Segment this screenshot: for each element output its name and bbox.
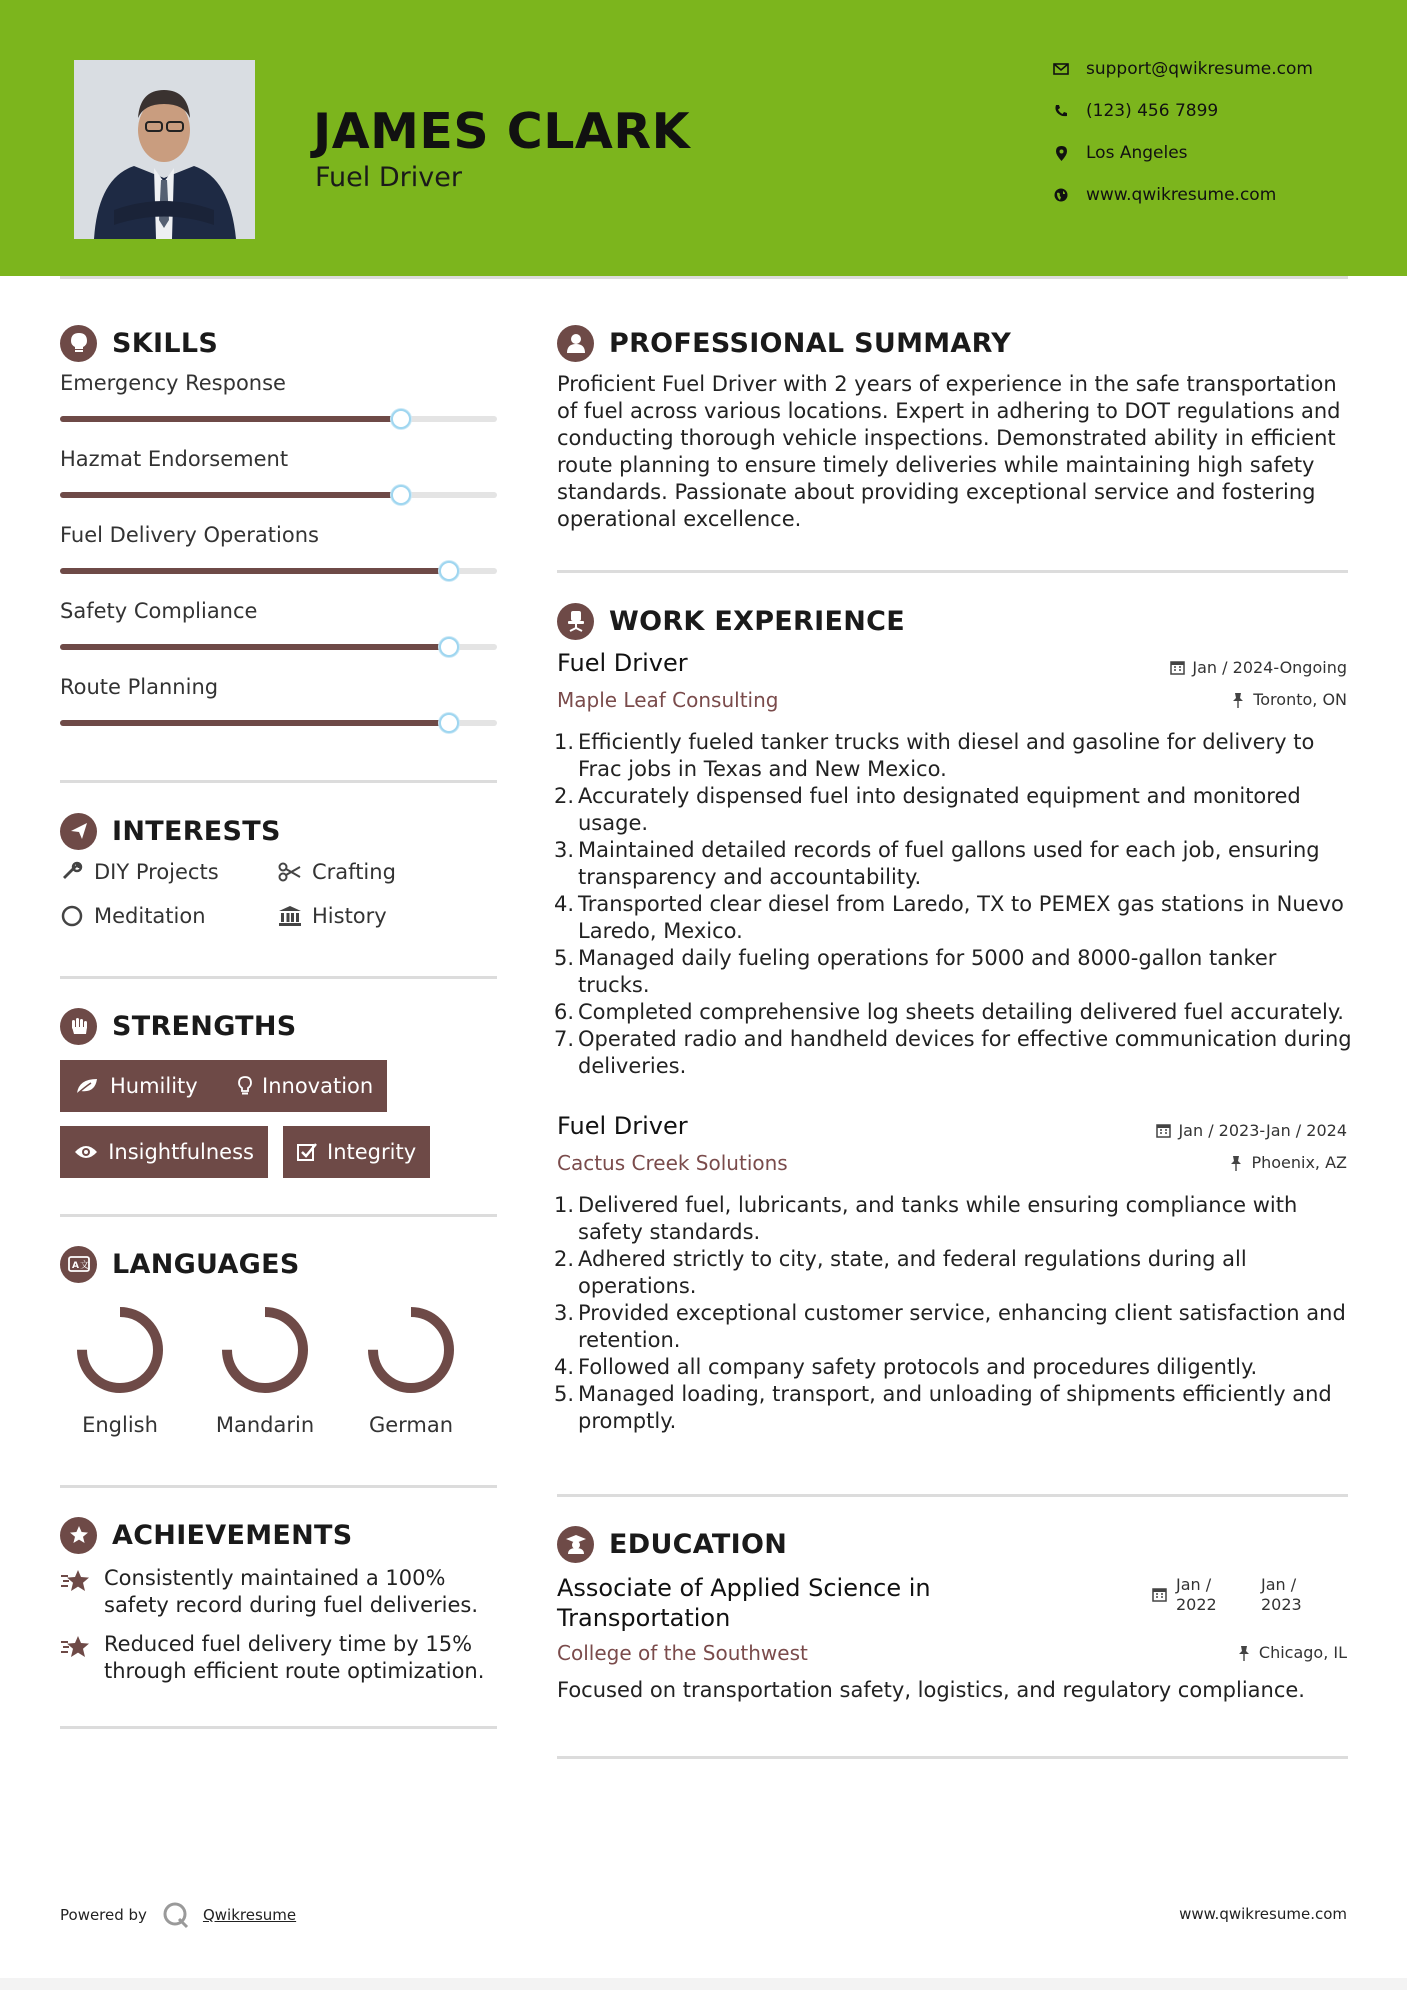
education-dates: Jan / 2022 Jan / 2023 xyxy=(1150,1575,1302,1615)
skill-bar-knob xyxy=(439,561,459,581)
graduate-icon xyxy=(557,1526,594,1563)
skill-bar xyxy=(60,416,497,422)
language-name: German xyxy=(368,1413,454,1437)
language-ring xyxy=(45,1300,195,1404)
job-company: Maple Leaf Consulting xyxy=(557,688,779,712)
education-divider xyxy=(557,1756,1348,1759)
skill-bar-knob xyxy=(391,409,411,429)
language-icon xyxy=(60,1246,97,1283)
list-item: 6. Completed comprehensive log sheets detailing delivered fuel accurately. xyxy=(553,1000,1344,1024)
qwikresume-logo-icon xyxy=(161,1900,191,1930)
bottom-band xyxy=(0,1978,1407,1990)
contact-location xyxy=(1050,140,1370,166)
eye-icon xyxy=(74,1141,98,1163)
strength-tag: Humility xyxy=(60,1060,224,1112)
language-level-arc xyxy=(82,1312,158,1388)
paper-plane-icon xyxy=(60,813,97,850)
calendar-icon xyxy=(1150,1585,1168,1603)
list-item: 2. Adhered strictly to city, state, and federal regulations during all operations. xyxy=(553,1247,1247,1298)
job-location: Toronto, ON xyxy=(1229,690,1347,709)
pushpin-icon xyxy=(1229,691,1247,709)
skill-name: Safety Compliance xyxy=(60,599,258,623)
list-item: 7. Operated radio and handheld devices for effective communication during deliveries. xyxy=(553,1027,1352,1078)
interest-item: Crafting xyxy=(278,860,396,884)
circle-icon xyxy=(60,904,84,928)
contact-phone[interactable] xyxy=(1050,98,1370,124)
list-item: 5. Managed loading, transport, and unloading of shipments efficiently and promptly. xyxy=(553,1382,1332,1433)
list-item: 4. Transported clear diesel from Laredo, TX to PEMEX gas stations in Nuevo Laredo, Mexico. xyxy=(553,892,1344,943)
lightbulb-icon xyxy=(60,325,97,362)
svg-text:A: A xyxy=(71,1261,79,1271)
header-divider xyxy=(60,276,1348,279)
list-item: 3. Provided exceptional customer service, enhancing client satisfaction and retention. xyxy=(553,1301,1346,1352)
strength-tag: Insightfulness xyxy=(60,1126,268,1178)
bank-icon xyxy=(278,904,302,928)
footer-website[interactable]: www.qwikresume.com xyxy=(1179,1905,1347,1923)
skill-bar-fill xyxy=(60,644,449,650)
job-dates: Jan / 2023-Jan / 2024 xyxy=(1154,1121,1347,1140)
degree-title: Associate of Applied Science in Transportation xyxy=(557,1574,931,1632)
footer-powered-by: Powered by Qwikresume xyxy=(60,1900,296,1930)
strength-tag: Integrity xyxy=(283,1126,430,1178)
phone-icon xyxy=(1050,101,1072,121)
language-level-arc xyxy=(373,1312,449,1388)
job-title: Fuel Driver xyxy=(557,1112,688,1140)
contact-website[interactable] xyxy=(1050,182,1370,208)
header-banner xyxy=(0,0,1407,276)
chair-icon xyxy=(557,603,594,640)
summary-divider xyxy=(557,570,1348,573)
language-name: English xyxy=(82,1413,158,1437)
pushpin-icon xyxy=(1235,1644,1253,1662)
calendar-icon xyxy=(1168,659,1186,677)
summary-heading: PROFESSIONAL SUMMARY xyxy=(557,323,1011,363)
experience-heading: WORK EXPERIENCE xyxy=(557,601,905,641)
achievement-item: Consistently maintained a 100% safety record during fuel deliveries. xyxy=(60,1565,500,1619)
qwikresume-link[interactable]: Qwikresume xyxy=(202,1906,297,1924)
school-name: College of the Southwest xyxy=(557,1641,808,1665)
contact-email-text: support@qwikresume.com xyxy=(1086,59,1313,79)
skill-name: Hazmat Endorsement xyxy=(60,447,289,471)
pushpin-icon xyxy=(1227,1154,1245,1172)
list-item: 1. Delivered fuel, lubricants, and tanks while ensuring compliance with safety standards. xyxy=(553,1193,1298,1244)
svg-text:文: 文 xyxy=(79,1261,89,1271)
list-item: 3. Maintained detailed records of fuel gallons used for each job, ensuring transparency and accountability. xyxy=(553,838,1320,889)
language-name: Mandarin xyxy=(215,1413,315,1437)
interest-item: History xyxy=(278,904,387,928)
education-description: Focused on transportation safety, logistics, and regulatory compliance. xyxy=(557,1678,1305,1702)
job-bullets xyxy=(552,1192,1352,1435)
job-company: Cactus Creek Solutions xyxy=(557,1151,788,1175)
achievements-divider xyxy=(60,1726,497,1729)
star-icon xyxy=(60,1567,92,1595)
summary-text: Proficient Fuel Driver with 2 years of experience in the safe transportation of fuel across various locations. Expert in adhering to DOT regulations and conducting thorough vehicle inspections. Demonstrated ability in efficient route planning to ensure timely deliveries while maintaining high safety standards. Passionate about providing exceptional service and fostering operational excellence. xyxy=(557,372,1341,531)
skill-bar-fill xyxy=(60,416,401,422)
globe-icon xyxy=(1050,185,1072,205)
skill-bar xyxy=(60,492,497,498)
strengths-divider xyxy=(60,1214,497,1217)
contact-phone-text: (123) 456 7899 xyxy=(1086,101,1219,121)
fist-icon xyxy=(60,1008,97,1045)
skill-bar xyxy=(60,568,497,574)
profile-photo xyxy=(74,60,255,239)
scissors-icon xyxy=(278,860,302,884)
user-icon xyxy=(557,325,594,362)
language-ring xyxy=(336,1300,486,1404)
language-ring xyxy=(190,1300,340,1404)
candidate-title: Fuel Driver xyxy=(315,162,462,193)
education-location: Chicago, IL xyxy=(1235,1643,1347,1662)
skill-bar-knob xyxy=(391,485,411,505)
experience-divider xyxy=(557,1494,1348,1497)
languages-heading: A 文 LANGUAGES xyxy=(60,1244,300,1284)
achievements-heading: ACHIEVEMENTS xyxy=(60,1515,353,1555)
skill-bar-fill xyxy=(60,568,449,574)
wrench-icon xyxy=(60,860,84,884)
strengths-heading: STRENGTHS xyxy=(60,1006,297,1046)
skill-bar-knob xyxy=(439,637,459,657)
leaf-icon xyxy=(74,1075,100,1097)
interests-divider xyxy=(60,976,497,979)
map-pin-icon xyxy=(1050,143,1072,163)
skill-bar-fill xyxy=(60,720,449,726)
envelope-icon xyxy=(1050,59,1072,79)
calendar-icon xyxy=(1154,1122,1172,1140)
job-title: Fuel Driver xyxy=(557,649,688,677)
check-square-icon xyxy=(297,1141,317,1163)
contact-email[interactable] xyxy=(1050,56,1370,82)
skill-name: Fuel Delivery Operations xyxy=(60,523,319,547)
interests-heading: INTERESTS xyxy=(60,811,281,851)
candidate-name: JAMES CLARK xyxy=(313,103,691,160)
languages-divider xyxy=(60,1485,497,1488)
strength-tag: Innovation xyxy=(224,1060,387,1112)
skill-name: Route Planning xyxy=(60,675,219,699)
interest-item: Meditation xyxy=(60,904,206,928)
job-bullets xyxy=(552,729,1352,1080)
skill-bar xyxy=(60,720,497,726)
star-badge-icon xyxy=(60,1517,97,1554)
skill-bar xyxy=(60,644,497,650)
contact-website-text: www.qwikresume.com xyxy=(1086,185,1277,205)
list-item: 2. Accurately dispensed fuel into designated equipment and monitored usage. xyxy=(553,784,1301,835)
job-dates: Jan / 2024-Ongoing xyxy=(1168,658,1347,677)
interest-item: DIY Projects xyxy=(60,860,219,884)
skill-bar-fill xyxy=(60,492,401,498)
skill-bar-knob xyxy=(439,713,459,733)
skill-name: Emergency Response xyxy=(60,371,286,395)
skills-divider xyxy=(60,780,497,783)
language-level-arc xyxy=(227,1312,303,1388)
star-icon xyxy=(60,1633,92,1661)
job-location: Phoenix, AZ xyxy=(1227,1153,1347,1172)
skills-heading: SKILLS xyxy=(60,323,218,363)
list-item: 1. Efficiently fueled tanker trucks with diesel and gasoline for delivery to Frac jobs in Texas and New Mexico. xyxy=(553,730,1315,781)
achievement-item: Reduced fuel delivery time by 15% through efficient route optimization. xyxy=(60,1631,500,1685)
list-item: 4. Followed all company safety protocols and procedures diligently. xyxy=(553,1355,1258,1379)
contact-location-text: Los Angeles xyxy=(1086,143,1188,163)
list-item: 5. Managed daily fueling operations for 5000 and 8000-gallon tanker trucks. xyxy=(553,946,1277,997)
lightbulb-icon xyxy=(238,1075,252,1097)
education-heading: EDUCATION xyxy=(557,1524,787,1564)
